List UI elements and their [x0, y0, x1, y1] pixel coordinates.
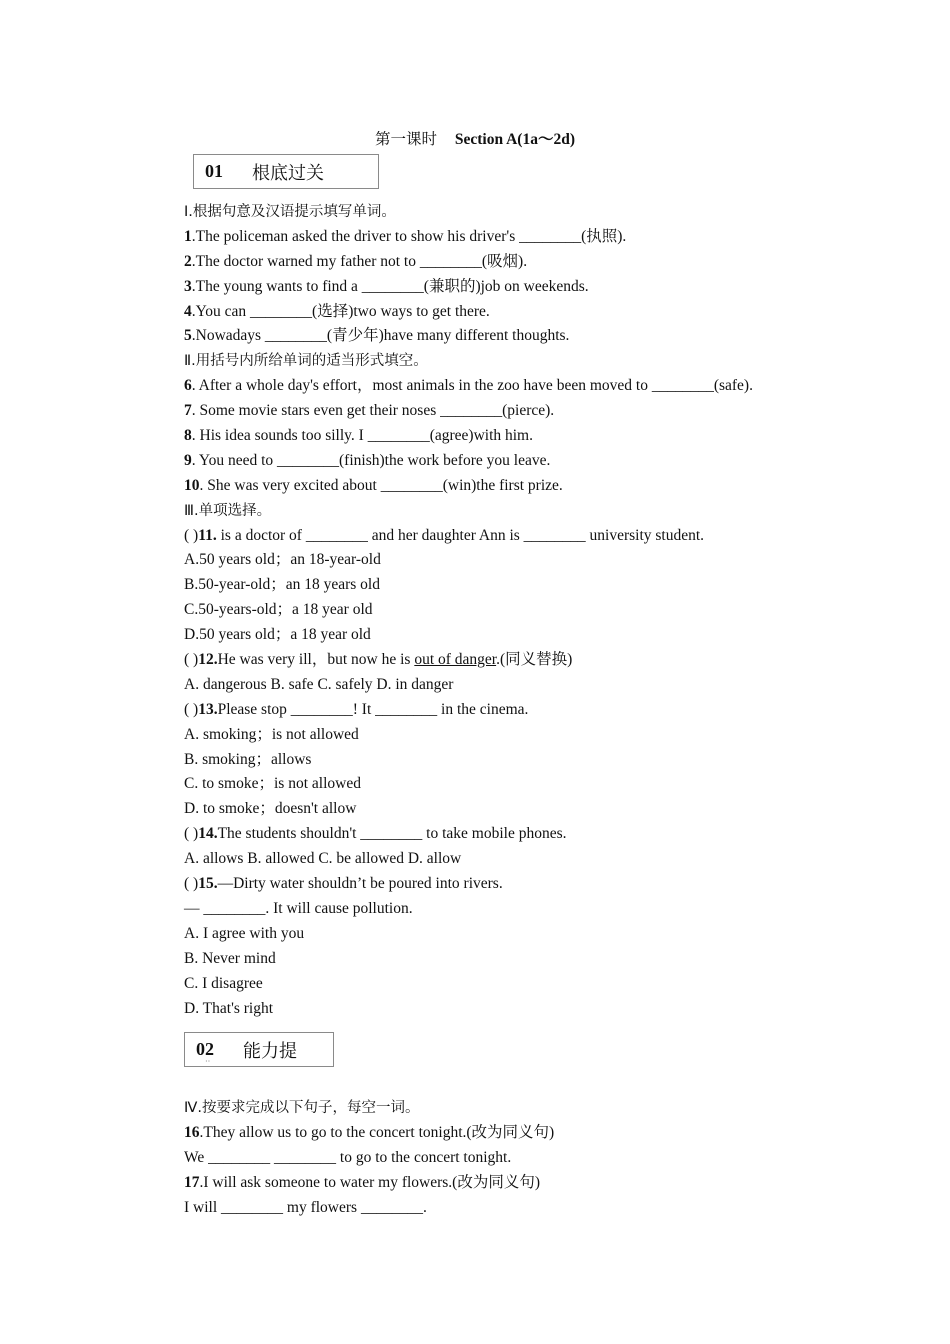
- part1-header: Ⅰ.根据句意及汉语提示填写单词。: [184, 204, 396, 220]
- question-3: [184, 275, 924, 300]
- option: C. to smoke；is not allowed: [184, 775, 361, 793]
- question-text: is a doctor of ________ and her daughter Ann is ________ university student.: [216, 526, 705, 544]
- part3-header: Ⅲ.单项选择。: [184, 502, 272, 519]
- page-title: [0, 127, 950, 149]
- question-number: 4: [184, 302, 192, 320]
- question-8: [184, 424, 924, 449]
- question-2: [184, 250, 924, 275]
- question-text: He was very ill，but now he is: [217, 651, 415, 669]
- options-line: A. dangerous B. safe C. safely D. in danger: [184, 675, 454, 693]
- option: A. smoking；is not allowed: [184, 725, 359, 743]
- question-7: [184, 399, 924, 424]
- question-number: 10: [184, 476, 200, 494]
- question-number: 16: [184, 1123, 200, 1141]
- section-number: 01: [205, 161, 223, 181]
- option: D. to smoke；doesn't allow: [184, 800, 357, 818]
- question-text: .You can ________(选择)two ways to get there.: [191, 302, 490, 320]
- exercise-block-1: [184, 200, 924, 1021]
- question-number: 13.: [198, 700, 218, 718]
- question-4: [184, 300, 924, 325]
- question-number: 14.: [198, 825, 218, 843]
- question-text: .Nowadays ________(青少年)have many different thoughts.: [191, 327, 570, 345]
- options-line: A. allows B. allowed C. be allowed D. allow: [184, 850, 462, 868]
- part4-header: Ⅳ.按要求完成以下句子，每空一词。: [184, 1100, 420, 1116]
- question-6: [184, 374, 924, 399]
- question-text: .I will ask someone to water my flowers.(改为同义句): [199, 1173, 541, 1191]
- question-number: 6: [184, 377, 192, 395]
- question-5: [184, 324, 924, 349]
- section-number: 02: [196, 1039, 214, 1059]
- question-number: 17: [184, 1173, 200, 1191]
- question-11: [184, 524, 924, 549]
- option: A.50 years old；an 18-year-old: [184, 551, 381, 569]
- section-label: Section A(1a～2d): [454, 131, 576, 148]
- answer-paren: ( ): [184, 526, 199, 544]
- section-name: 能力提: [243, 1040, 297, 1061]
- question-12: [184, 648, 924, 673]
- question-number: 9: [184, 451, 192, 469]
- option: D.50 years old；a 18 year old: [184, 626, 371, 644]
- answer-paren: ( ): [184, 875, 199, 893]
- answer-paren: ( ): [184, 825, 199, 843]
- question-text: . She was very excited about ________(win)the first prize.: [199, 476, 563, 494]
- answer-paren: ( ): [184, 651, 199, 669]
- question-number: 12.: [198, 651, 218, 669]
- question-10: [184, 474, 924, 499]
- answer-line-17: I will ________ my flowers ________.: [184, 1198, 427, 1216]
- option: D. That's right: [184, 999, 274, 1017]
- question-number: 8: [184, 427, 192, 445]
- question-13: [184, 698, 924, 723]
- question-number: 7: [184, 402, 192, 420]
- question-number: 2: [184, 252, 192, 270]
- answer-line-16: We ________ ________ to go to the concert tonight.: [184, 1148, 512, 1166]
- option: B. smoking；allows: [184, 750, 312, 768]
- question-17: [184, 1171, 924, 1196]
- question-text-tail: .(同义替换): [496, 651, 573, 669]
- dialogue-reply: — ________. It will cause pollution.: [184, 899, 413, 917]
- question-text: . You need to ________(finish)the work before you leave.: [191, 451, 551, 469]
- question-9: [184, 449, 924, 474]
- option: C.50-years-old；a 18 year old: [184, 601, 373, 619]
- part2-header: Ⅱ.用括号内所给单词的适当形式填空。: [184, 353, 428, 370]
- question-text: The students shouldn't ________ to take mobile phones.: [217, 825, 567, 843]
- option: B.50-year-old；an 18 years old: [184, 576, 380, 594]
- question-16: [184, 1121, 924, 1146]
- option: C. I disagree: [184, 974, 263, 992]
- decorative-dots: ··: [205, 1057, 211, 1066]
- question-text: . Some movie stars even get their noses ________(pierce).: [191, 402, 555, 420]
- question-number: 15.: [198, 875, 218, 893]
- lesson-label: 第一课时: [374, 131, 437, 148]
- question-text: . His idea sounds too silly. I ________(agree)with him.: [191, 427, 533, 445]
- question-text: —Dirty water shouldn’t be poured into rivers.: [217, 875, 503, 893]
- option: A. I agree with you: [184, 924, 305, 942]
- underlined-phrase: out of danger: [414, 651, 497, 669]
- question-text: .The doctor warned my father not to ________(吸烟).: [191, 252, 528, 270]
- exercise-block-2: [184, 1096, 924, 1220]
- question-text: . After a whole day's effort，most animals in the zoo have been moved to ________(safe).: [191, 377, 753, 395]
- section-box-basic: [193, 154, 379, 189]
- question-number: 3: [184, 277, 192, 295]
- section-name: 根底过关: [252, 162, 324, 183]
- answer-paren: ( ): [184, 700, 199, 718]
- question-text: .The policeman asked the driver to show his driver's ________(执照).: [191, 227, 627, 245]
- question-1: [184, 225, 924, 250]
- question-15: [184, 872, 924, 897]
- question-14: [184, 822, 924, 847]
- question-text: Please stop ________! It ________ in the cinema.: [217, 700, 529, 718]
- question-number: 5: [184, 327, 192, 345]
- option: B. Never mind: [184, 949, 276, 967]
- question-text: .They allow us to go to the concert tonight.(改为同义句): [199, 1123, 555, 1141]
- question-number: 11.: [198, 526, 217, 544]
- question-text: .The young wants to find a ________(兼职的)job on weekends.: [191, 277, 589, 295]
- question-number: 1: [184, 227, 192, 245]
